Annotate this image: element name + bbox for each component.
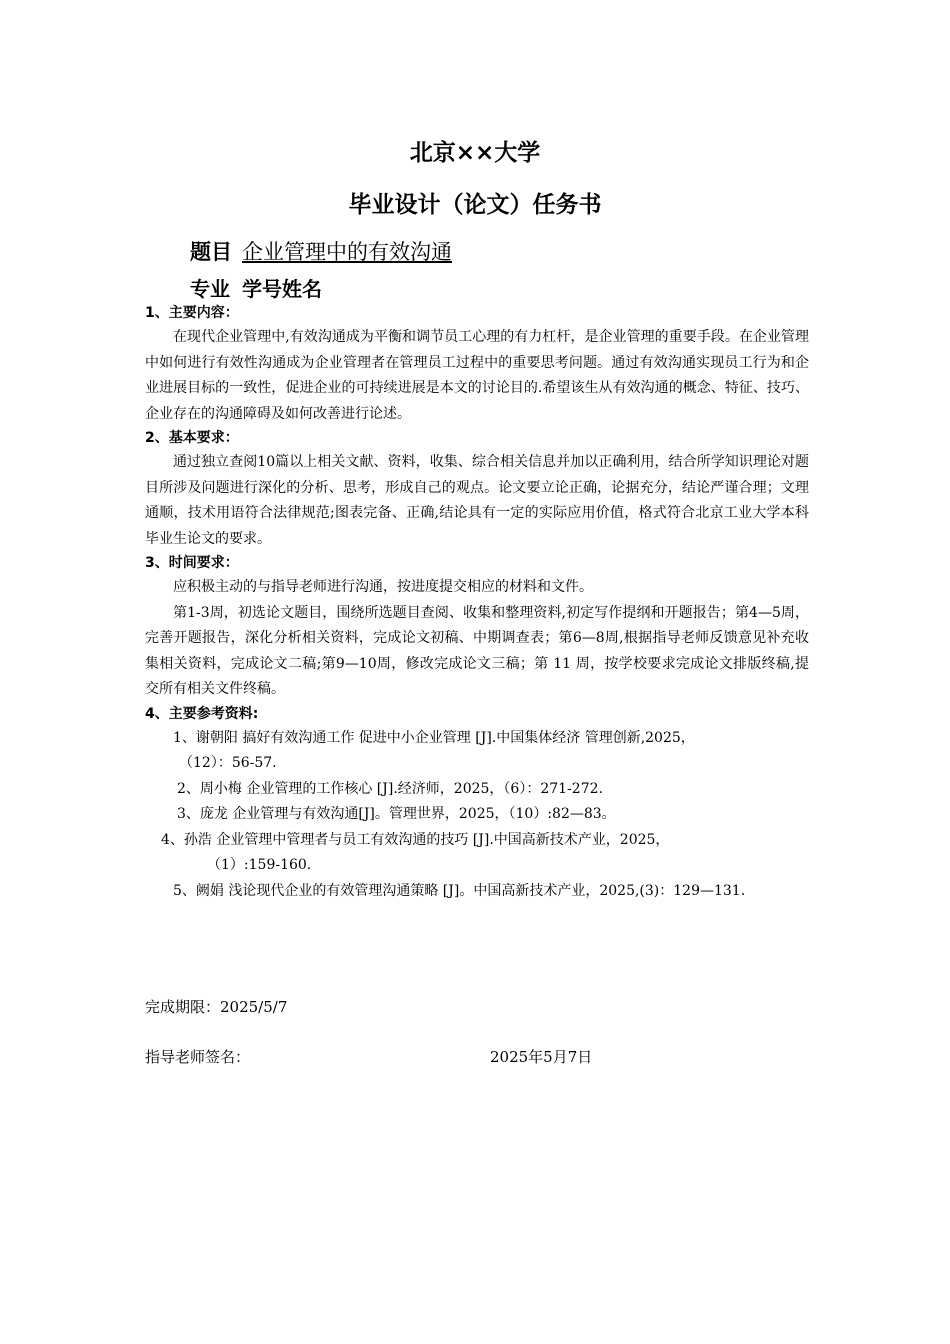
time-requirements-text-1: 应积极主动的与指导老师进行沟通，按进度提交相应的材料和文件。	[173, 579, 593, 595]
university-name: 北京××大学	[409, 140, 541, 166]
major-label: 专业	[190, 277, 230, 301]
section-heading-basic-requirements: 2、基本要求：	[145, 430, 239, 446]
basic-requirements-text: 通过独立查阅10篇以上相关文献、资料，收集、综合相关信息并加以正确利用，结合所学知识理论对题目所涉及问题进行深化的分析、思考，形成自己的观点。论文要立论正确，论据充分，结论严谨合理；文理通顺，技术用语符合法律规范;图表完备、正确,结论具有一定的实际应用价值，格式符合北京工业大学本科毕业生论文的要求。	[145, 454, 809, 547]
reference-item: 2、周小梅 企业管理的工作核心 [J].经济师，2025，（6）：271-272.	[177, 780, 603, 797]
reference-text: 4、孙浩 企业管理中管理者与员工有效沟通的技巧 [J].中国高新技术产业，2025，	[161, 831, 670, 848]
reference-item	[145, 726, 809, 777]
sign-date: 2025年5月7日	[490, 1048, 593, 1066]
deadline: 完成期限：2025/5/7	[145, 998, 288, 1016]
time-requirements-text-2: 第1-3周，初选论文题目，围绕所选题目查阅、收集和整理资料,初定写作提纲和开题报告；第4—5周，完善开题报告，深化分析相关资料，完成论文初稿、中期调查表；第6—8周,根据指导老师反馈意见补充收集相关资料，完成论文二稿;第9—10周，修改完成论文三稿；第 11 周，按学校要求完成论文排版终稿,提交所有相关文件终稿。	[145, 604, 809, 697]
topic-value: 企业管理中的有效沟通	[242, 240, 452, 264]
document-title: 毕业设计（论文）任务书	[348, 192, 602, 218]
reference-item: 3、庞龙 企业管理与有效沟通[J]。管理世界，2025，（10）:82—83。	[177, 806, 616, 822]
student-name-label: 学号姓名	[242, 277, 322, 301]
reference-text-continued: （1）:159-160.	[207, 857, 312, 873]
section-heading-main-content: 1、主要内容：	[145, 305, 239, 321]
reference-item: 5、阙娟 浅论现代企业的有效管理沟通策略 [J]。中国高新技术产业，2025,(3)：129—131.	[173, 882, 746, 899]
advisor-signature-label: 指导老师签名：	[145, 1048, 251, 1066]
section-heading-references: 4、主要参考资料:	[145, 705, 259, 722]
task-content	[145, 302, 809, 904]
section-heading-time-requirements: 3、时间要求：	[145, 555, 239, 571]
reference-text: 1、谢朝阳 搞好有效沟通工作 促进中小企业管理 [J].中国集体经济 管理创新,2025，	[173, 729, 695, 746]
major-line	[190, 273, 322, 302]
main-content-text: 在现代企业管理中,有效沟通成为平衡和调节员工心理的有力杠杆，是企业管理的重要手段。在企业管理中如何进行有效性沟通成为企业管理者在管理员工过程中的重要思考问题。通过有效沟通实现员工行为和企业进展目标的一致性，促进企业的可持续进展是本文的讨论目的.希望该生从有效沟通的概念、特征、技巧、企业存在的沟通障碍及如何改善进行论述。	[145, 329, 809, 422]
topic-line	[190, 236, 478, 266]
reference-text-continued: （12）：56-57.	[179, 755, 277, 771]
reference-item	[145, 828, 809, 879]
topic-label: 题目	[190, 240, 232, 264]
